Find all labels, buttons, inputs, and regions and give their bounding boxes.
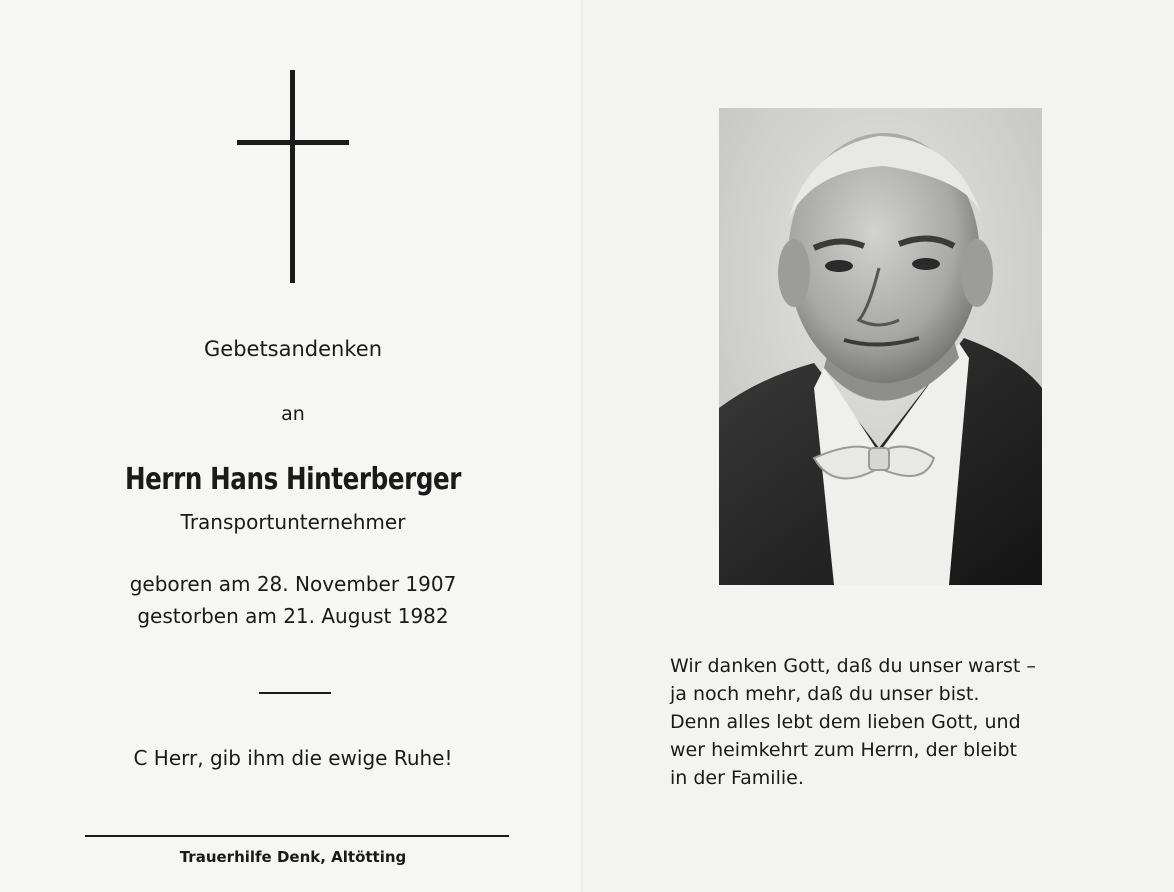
verse-line: wer heimkehrt zum Herrn, der bleibt bbox=[670, 739, 1017, 761]
verse-line: Denn alles lebt dem lieben Gott, und bbox=[670, 711, 1021, 733]
verse-line: ja noch mehr, daß du unser bist. bbox=[670, 683, 980, 705]
cross-vertical-bar bbox=[290, 70, 295, 283]
short-divider bbox=[259, 692, 331, 694]
memorial-verse bbox=[670, 652, 1036, 792]
verse-line: in der Familie. bbox=[670, 767, 804, 789]
portrait-photo bbox=[719, 108, 1042, 585]
card-fold bbox=[581, 0, 583, 892]
memorial-preposition: an bbox=[281, 403, 305, 425]
prayer-line: C Herr, gib ihm die ewige Ruhe! bbox=[133, 746, 453, 770]
deceased-name: Herrn Hans Hinterberger bbox=[124, 462, 462, 497]
deceased-occupation: Transportunternehmer bbox=[180, 510, 406, 534]
memorial-intro: Gebetsandenken bbox=[204, 337, 382, 361]
verse-line: Wir danken Gott, daß du unser warst – bbox=[670, 655, 1036, 677]
cross-horizontal-bar bbox=[237, 140, 349, 145]
birth-date: geboren am 28. November 1907 bbox=[129, 572, 457, 596]
death-date: gestorben am 21. August 1982 bbox=[137, 604, 449, 628]
publisher-credit: Trauerhilfe Denk, Altötting bbox=[179, 848, 407, 866]
footer-divider bbox=[85, 835, 509, 837]
